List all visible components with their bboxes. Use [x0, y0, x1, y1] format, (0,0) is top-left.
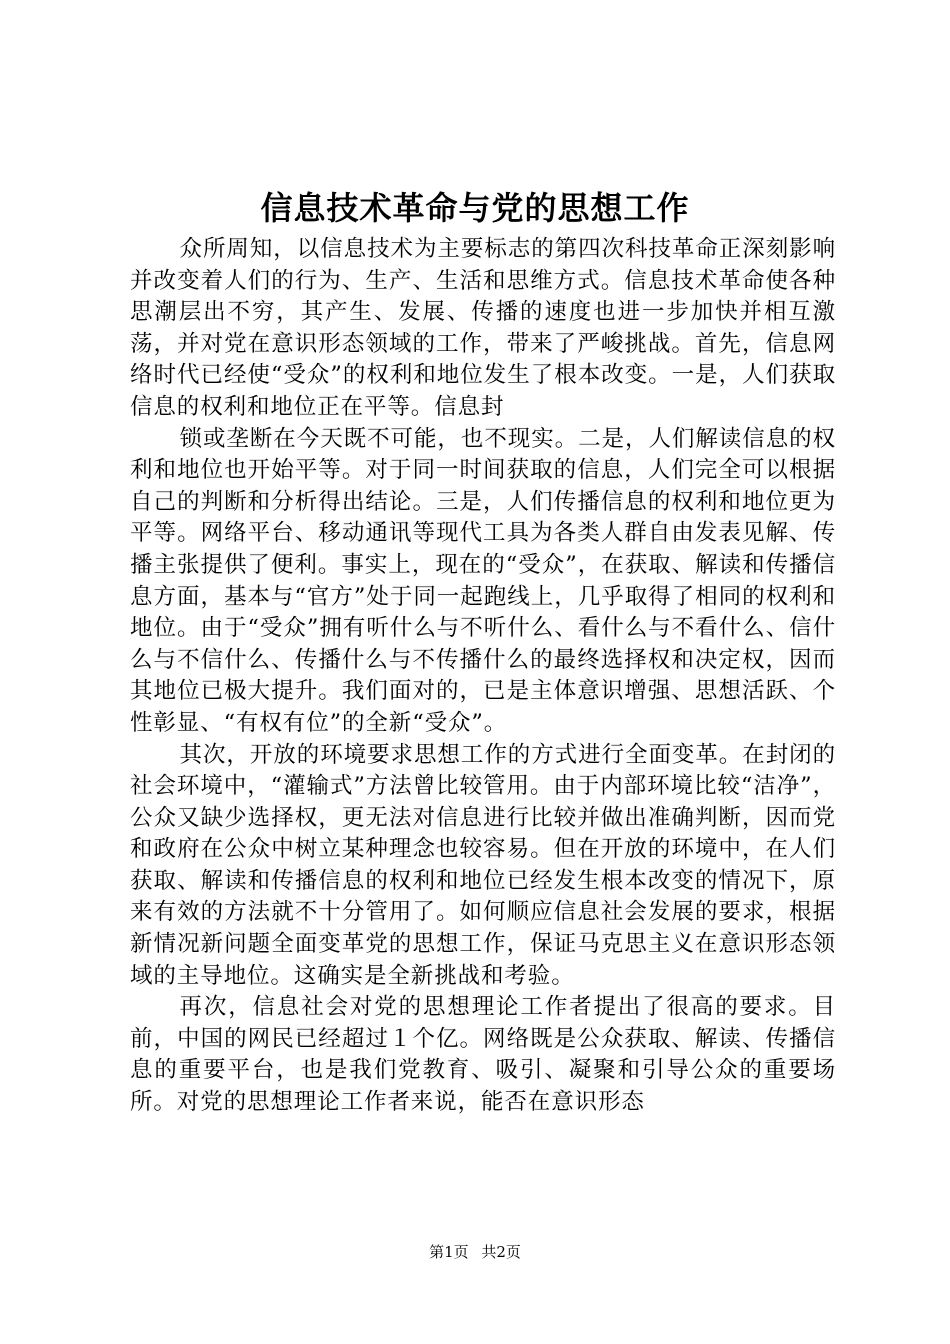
- page-number: 第1页: [429, 1243, 469, 1261]
- page-footer: [0, 1242, 950, 1262]
- document-title: 信息技术革命与党的思想工作: [260, 189, 690, 227]
- paragraph-1: 众所周知，以信息技术为主要标志的第四次科技革命正深刻影响并改变着人们的行为、生产、生活和思维方式。信息技术革命使各种思潮层出不穷，其产生、发展、传播的速度也进一步加快并相互激荡，并对党在意识形态领域的工作，带来了严峻挑战。首先，信息网络时代已经使“受众”的权利和地位发生了根本改变。一是，人们获取信息的权利和地位正在平等。信息封: [130, 236, 836, 420]
- paragraph-3: 其次，开放的环境要求思想工作的方式进行全面变革。在封闭的社会环境中，“灌输式”方法曾比较管用。由于内部环境比较“洁净”，公众又缺少选择权，更无法对信息进行比较并做出准确判断，因而党和政府在公众中树立某种理念也较容易。但在开放的环境中，在人们获取、解读和传播信息的权利和地位已经发生根本改变的情况下，原来有效的方法就不十分管用了。如何顺应信息社会发展的要求，根据新情况新问题全面变革党的思想工作，保证马克思主义在意识形态领域的主导地位。这确实是全新挑战和考验。: [130, 741, 836, 989]
- document-body: [130, 234, 836, 1119]
- page-total: 共2页: [481, 1243, 521, 1261]
- paragraph-2: 锁或垄断在今天既不可能，也不现实。二是，人们解读信息的权利和地位也开始平等。对于同一时间获取的信息，人们完全可以根据自己的判断和分析得出结论。三是，人们传播信息的权利和地位更为平等。网络平台、移动通讯等现代工具为各类人群自由发表见解、传播主张提供了便利。事实上，现在的“受众”，在获取、解读和传播信息方面，基本与“官方”处于同一起跑线上，几乎取得了相同的权利和地位。由于“受众”拥有听什么与不听什么、看什么与不看什么、信什么与不信什么、传播什么与不传播什么的最终选择权和决定权，因而其地位已极大提升。我们面对的，已是主体意识增强、思想活跃、个性彰显、“有权有位”的全新“受众”。: [130, 425, 836, 736]
- paragraph-4: 再次，信息社会对党的思想理论工作者提出了很高的要求。目前，中国的网民已经超过１个亿。网络既是公众获取、解读、传播信息的重要平台，也是我们党教育、吸引、凝聚和引导公众的重要场所。对党的思想理论工作者来说，能否在意识形态: [130, 994, 836, 1116]
